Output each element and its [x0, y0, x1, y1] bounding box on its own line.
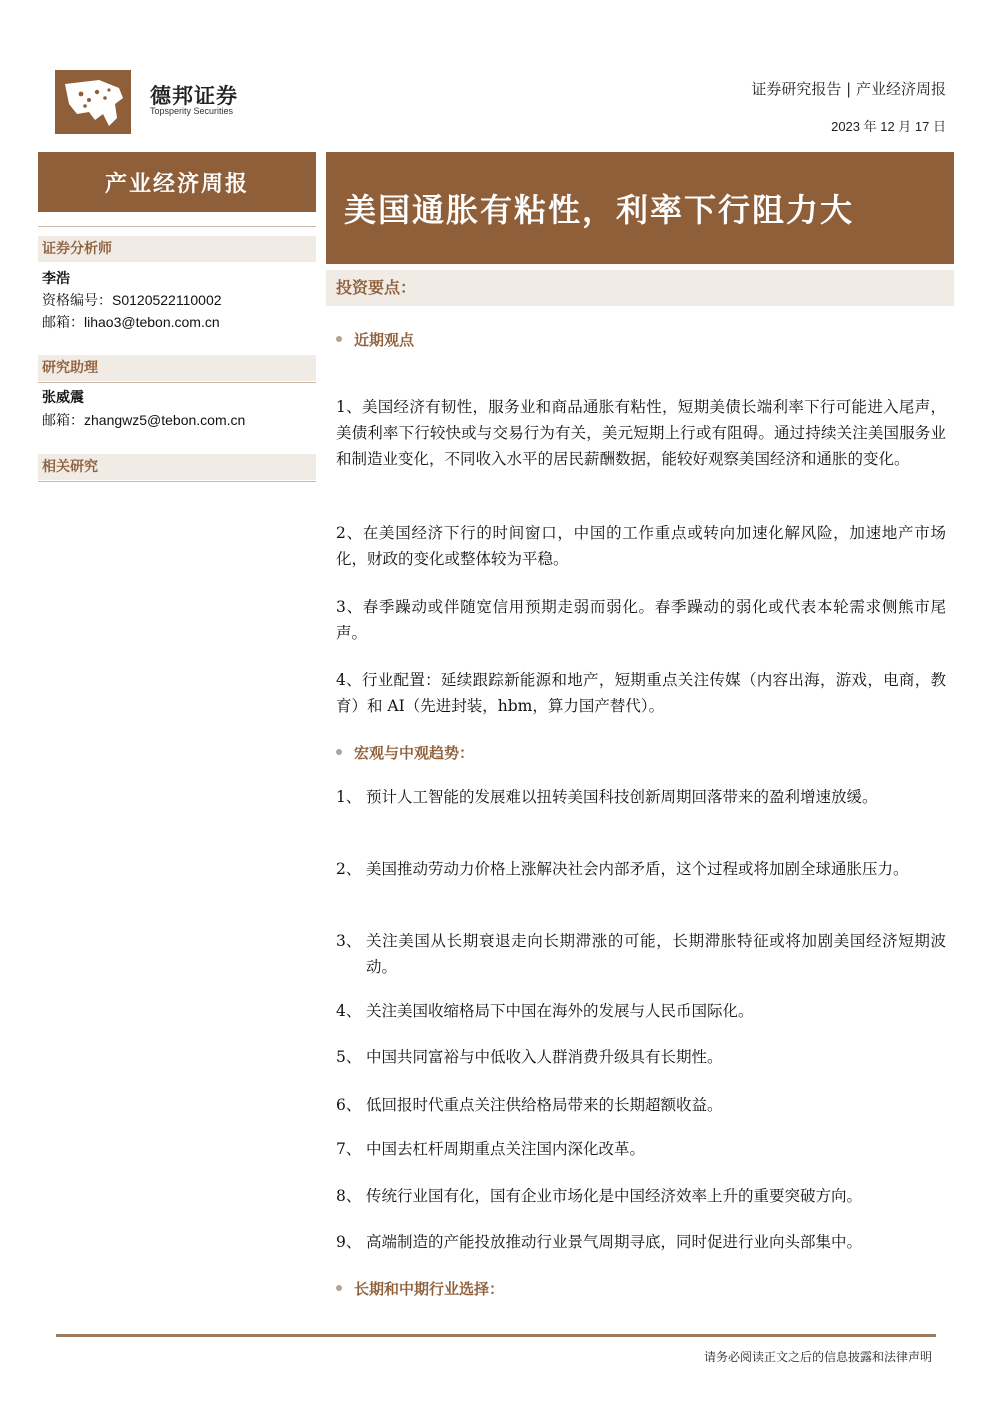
divider — [38, 382, 316, 383]
macro-item: 6、 低回报时代重点关注供给格局带来的长期超额收益。 — [336, 1096, 723, 1114]
divider — [38, 481, 316, 482]
industry-heading: 长期和中期行业选择： — [336, 1278, 504, 1299]
macro-item: 2、 美国推动劳动力价格上涨解决社会内部矛盾，这个过程或将加剧全球通胀压力。 — [336, 860, 909, 878]
macro-item: 9、 高端制造的产能投放推动行业景气周期寻底，同时促进行业向头部集中。 — [336, 1233, 863, 1251]
related-section-title: 相关研究 — [38, 454, 316, 480]
recent-view-para-2: 2、在美国经济下行的时间窗口，中国的工作重点或转向加速化解风险，加速地产市场化，财政的变化或整体较为平稳。 — [336, 524, 946, 568]
recent-view-para-1: 1、美国经济有韧性，服务业和商品通胀有粘性，短期美债长端利率下行可能进入尾声，美债利率下行较快或与交易行为有关，美元短期上行或有阻碍。通过持续关注美国服务业和制造业变化，不同收入水平的居民薪酬数据，能较好观察美国经济和通胀的变化。 — [336, 398, 946, 468]
brand-name-en: Topsperity Securities — [150, 106, 234, 116]
report-type: 证券研究报告 | 产业经济周报 — [751, 80, 946, 98]
analyst-cert: 资格编号：S0120522110002 — [42, 292, 222, 308]
macro-item: 5、 中国共同富裕与中低收入人群消费升级具有长期性。 — [336, 1048, 723, 1066]
bullet-icon — [336, 749, 342, 755]
report-date: 2023 年 12 月 17 日 — [831, 119, 946, 134]
macro-item: 1、 预计人工智能的发展难以扭转美国科技创新周期回落带来的盈利增速放缓。 — [336, 788, 878, 806]
analyst-email[interactable]: 邮箱：lihao3@tebon.com.cn — [42, 314, 220, 330]
sidebar-banner: 产业经济周报 — [38, 152, 316, 212]
macro-heading: 宏观与中观趋势： — [336, 742, 474, 763]
report-title: 美国通胀有粘性，利率下行阻力大 — [326, 152, 954, 264]
assistant-section-title: 研究助理 — [38, 355, 316, 381]
recent-view-para-3: 3、春季躁动或伴随宽信用预期走弱而弱化。春季躁动的弱化或代表本轮需求侧熊市尾声。 — [336, 598, 946, 642]
keypoints-label: 投资要点： — [326, 270, 954, 306]
recent-view-para-4: 4、行业配置：延续跟踪新能源和地产，短期重点关注传媒（内容出海，游戏，电商，教育）和 AI（先进封装，hbm，算力国产替代）。 — [336, 671, 946, 715]
macro-item: 8、 传统行业国有化，国有企业市场化是中国经济效率上升的重要突破方向。 — [336, 1187, 863, 1205]
company-logo — [55, 70, 131, 134]
bullet-icon — [336, 336, 342, 342]
leopard-logo-icon — [59, 74, 127, 130]
recent-view-heading: 近期观点 — [336, 329, 414, 350]
bullet-icon — [336, 1285, 342, 1291]
assistant-name: 张威震 — [42, 390, 84, 406]
assistant-email[interactable]: 邮箱：zhangwz5@tebon.com.cn — [42, 412, 246, 428]
brand-name-cn: 德邦证券 — [150, 84, 238, 108]
analyst-section-title: 证券分析师 — [38, 236, 316, 262]
macro-item: 3、 关注美国从长期衰退走向长期滞涨的可能，长期滞胀特征或将加剧美国经济短期波动。 — [336, 932, 946, 976]
macro-item: 4、 关注美国收缩格局下中国在海外的发展与人民币国际化。 — [336, 1002, 754, 1020]
analyst-name: 李浩 — [42, 271, 70, 287]
divider — [38, 226, 316, 227]
macro-item: 7、 中国去杠杆周期重点关注国内深化改革。 — [336, 1140, 646, 1158]
footer-disclaimer: 请务必阅读正文之后的信息披露和法律声明 — [703, 1350, 932, 1364]
footer-divider — [56, 1334, 936, 1337]
